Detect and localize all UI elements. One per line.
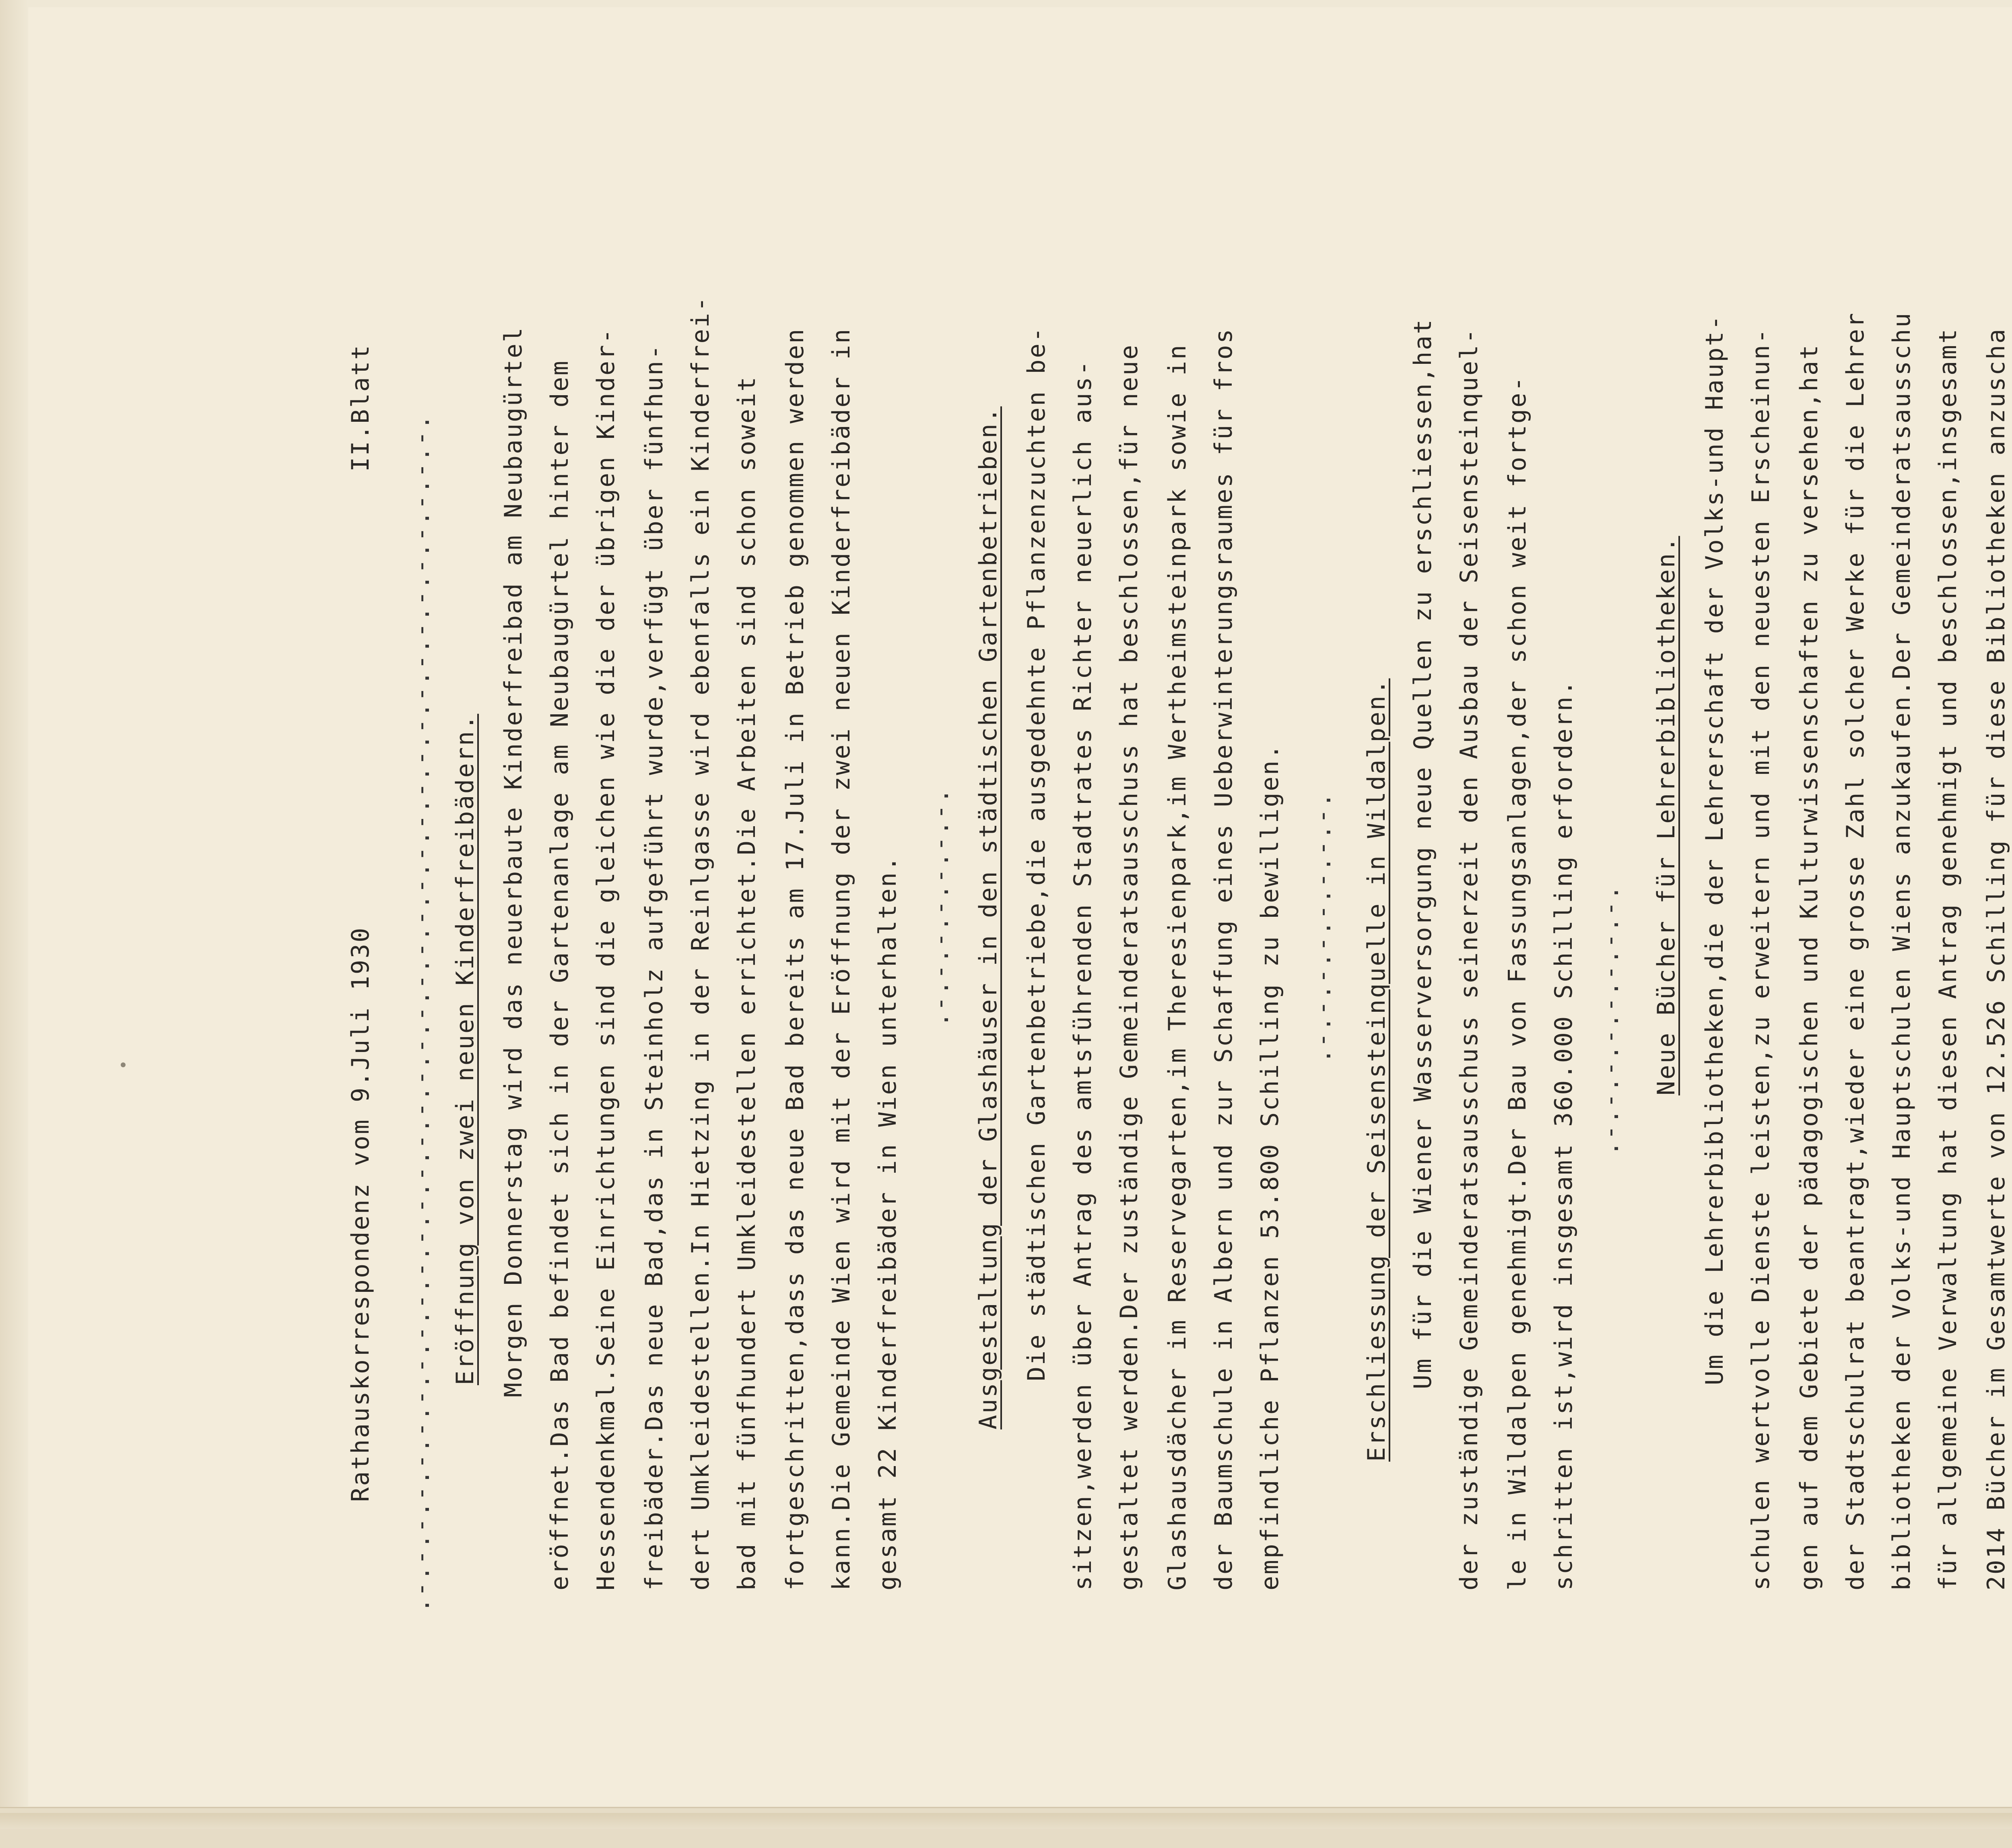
section-heading-lehrerbibliotheken: Neue Bücher für Lehrerbibliotheken. (1652, 536, 1680, 1095)
section4-line-3: gen auf dem Gebiete der pädagogischen und Kulturwissenschaften zu versehen,hat (1795, 343, 1823, 1590)
section2-separator: .-.-.-.-.-.-.-.-. (1308, 791, 1336, 1063)
section2-line-1: Die städtischen Gartenbetriebe,die ausgedehnte Pflanzenzuchten be- (1022, 326, 1051, 1381)
section3-line-3: le in Wildalpen genehmigt.Der Bau von Fassungsanlagen,der schon weit fortge- (1503, 375, 1532, 1590)
section1-line-8: kann.Die Gemeinde Wien wird mit der Eröffnung der zwei neuen Kinderfreibäder in (827, 327, 856, 1590)
section4-line-7: 2014 Bücher im Gesamtwerte von 12.526 Schilling für diese Bibliotheken anzuscha (1982, 327, 2010, 1590)
section3-separator: .-.-.-.-.-.-.-.-. (1596, 884, 1624, 1156)
separator-top: .-.-.-.-.-.-.-.-.-.-.-.-.-.-.-.-.-.-.-.-.-.-.-.-.-.-.-.-.-.-.-.-.-.-.-.-.-. (407, 413, 435, 1613)
section3-line-2: der zuständige Gemeinderatsausschuss seinerzeit den Ausbau der Seisensteinquel- (1455, 327, 1483, 1590)
section4-line-6: für allgemeine Verwaltung hat diesen Antrag genehmigt und beschlossen,insgesamt (1934, 327, 1962, 1590)
section-heading-glashaeuser: Ausgestaltung der Glashäuser in den städtischen Gartenbetrieben. (974, 406, 1002, 1429)
section2-line-5: der Baumschule in Albern und zur Schaffung eines Ueberwinterungsraumes für fros (1210, 327, 1238, 1590)
section1-line-5: dert Umkleidestellen.In Hietzing in der Reinlgasse wird ebenfalls ein Kinderfrei- (686, 295, 715, 1590)
section1-line-1: Morgen Donnerstag wird das neuerbaute Kinderfreibad am Neubaugürtel (499, 326, 528, 1397)
section2-line-3: gestaltet werden.Der zuständige Gemeinderatsausschuss hat beschlossen,für neue (1115, 343, 1143, 1590)
section-heading-seisensteinquelle: Erschliessung der Seisensteinquelle in Wildalpen. (1363, 678, 1391, 1462)
section1-line-9: gesamt 22 Kinderfreibäder in Wien unterhalten. (874, 855, 902, 1590)
section3-line-4: schritten ist,wird insgesamt 360.000 Schilling erfordern. (1550, 679, 1578, 1590)
section1-separator: .-.-.-.-.-.-.-. (926, 787, 954, 1027)
section4-line-1: Um die Lehrerbibliotheken,die der Lehrerschaft der Volks-und Haupt- (1701, 314, 1729, 1385)
section1-line-4: freibäder.Das neue Bad,das in Steinholz aufgeführt wurde,verfügt über fünfhun- (640, 343, 668, 1590)
section3-line-1: Um für die Wiener Wasserversorgung neue Quellen zu erschliessen,hat (1409, 318, 1437, 1389)
section2-line-4: Glashausdächer im Reservegarten,im Theresienpark,im Wertheimsteinpark sowie in (1163, 343, 1192, 1590)
section1-line-3: Hessendenkmal.Seine Einrichtungen sind die gleichen wie die der übrigen Kinder- (592, 327, 620, 1590)
section4-line-5: bibliotheken der Volks-und Hauptschulen Wiens anzukaufen.Der Gemeinderatsausschu (1888, 311, 1916, 1590)
section2-line-2: sitzen,werden über Antrag des amtsführenden Stadtrates Richter neuerlich aus- (1069, 359, 1097, 1590)
section4-line-2: schulen wertvolle Dienste leisten,zu erweitern und mit den neuesten Erscheinun- (1747, 327, 1775, 1590)
header-title: Rathauskorrespondenz vom 9.Juli 1930 (346, 926, 375, 1502)
section1-line-6: bad mit fünfhundert Umkleidestellen errichtet.Die Arbeiten sind schon soweit (733, 375, 761, 1590)
section4-line-4: der Stadtschulrat beantragt,wieder eine grosse Zahl solcher Werke für die Lehrer (1841, 311, 1870, 1590)
section-heading-kinderfreibaeder: Eröffnung von zwei neuen Kinderfreibädern. (451, 714, 479, 1385)
section1-line-2: eröffnet.Das Bad befindet sich in der Gartenanlage am Neubaugürtel hinter dem (546, 359, 574, 1590)
header-sheet-number: II.Blatt (346, 344, 375, 472)
section2-line-6: empfindliche Pflanzen 53.800 Schilling zu bewilligen. (1256, 743, 1284, 1590)
section1-line-7: fortgeschritten,dass das neue Bad bereits am 17.Juli in Betrieb genommen werden (781, 327, 809, 1590)
